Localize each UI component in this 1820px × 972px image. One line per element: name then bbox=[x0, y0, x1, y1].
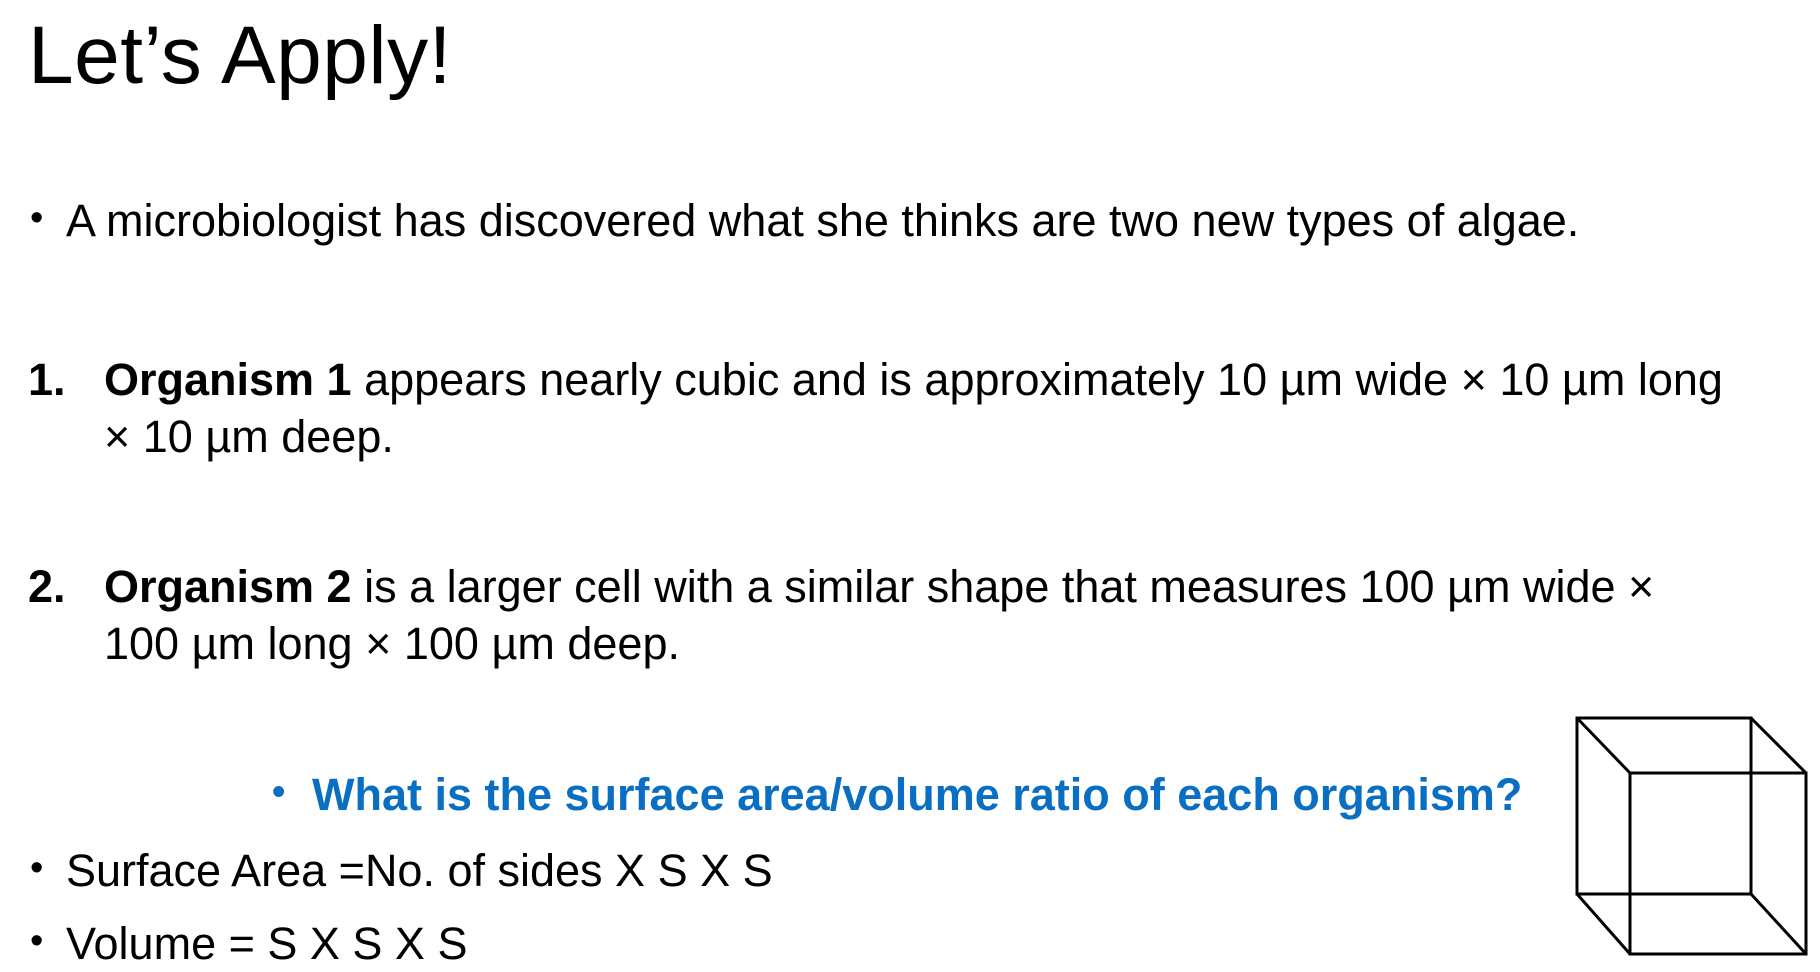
item-line-1 bbox=[104, 558, 1654, 615]
bullet-dot: • bbox=[30, 920, 44, 962]
cube-icon bbox=[1572, 715, 1812, 959]
item-line-2: × 10 µm deep. bbox=[104, 411, 394, 462]
item-number: 2. bbox=[28, 561, 66, 612]
formula-text: Volume = S X S X S bbox=[66, 918, 468, 969]
item-text: is a larger cell with a similar shape that measures 100 µm wide × bbox=[351, 561, 1655, 612]
question-text: What is the surface area/volume ratio of each organism? bbox=[312, 769, 1523, 820]
item-label: Organism 2 bbox=[104, 561, 352, 612]
item-number: 1. bbox=[28, 354, 66, 405]
item-label: Organism 1 bbox=[104, 354, 352, 405]
bullet-dot: • bbox=[30, 197, 44, 239]
slide-title: Let’s Apply! bbox=[28, 10, 452, 101]
item-text: appears nearly cubic and is approximately 10 µm wide × 10 µm long bbox=[351, 354, 1723, 405]
bullet-dot: • bbox=[272, 771, 286, 813]
item-line-2: 100 µm long × 100 µm deep. bbox=[104, 618, 680, 669]
intro-text: A microbiologist has discovered what she thinks are two new types of algae. bbox=[66, 195, 1580, 246]
formula-text: Surface Area =No. of sides X S X S bbox=[66, 845, 773, 896]
item-line-1 bbox=[104, 351, 1723, 408]
bullet-dot: • bbox=[30, 847, 44, 889]
